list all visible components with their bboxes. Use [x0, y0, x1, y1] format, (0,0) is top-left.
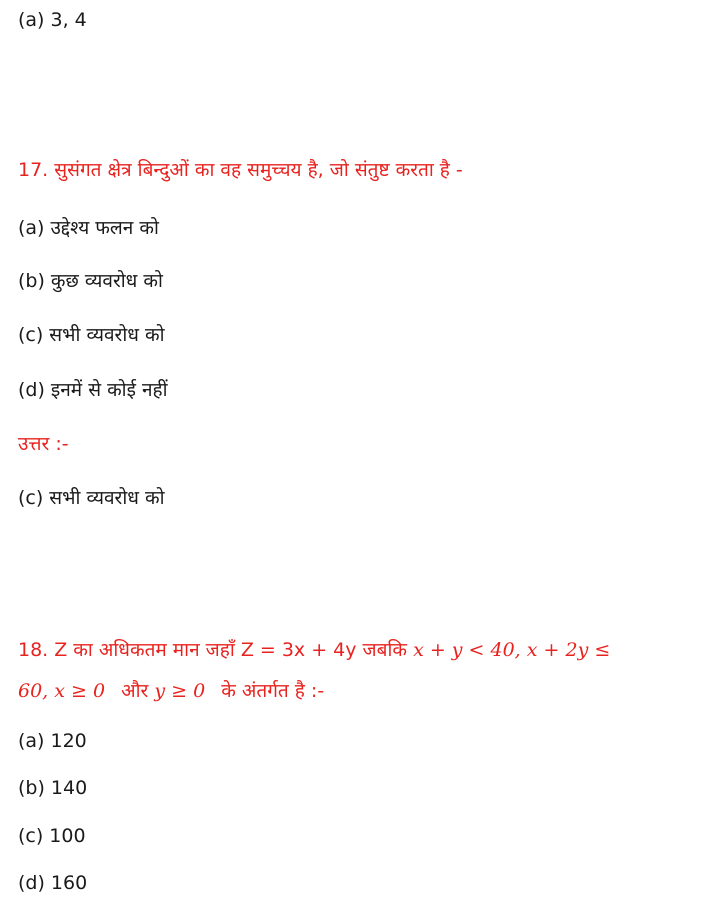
q18-line2-math: 60, x ≥ 0	[18, 680, 106, 702]
q17-answer-label: उत्तर :-	[18, 433, 69, 455]
q18-line2-text2: के अंतर्गत है :-	[221, 680, 325, 702]
q18-option-d: (d) 160	[18, 872, 88, 894]
q18-option-b: (b) 140	[18, 777, 88, 799]
q17-option-d: (d) इनमें से कोई नहीं	[18, 379, 168, 401]
q18-line2-math2: y ≥ 0	[154, 680, 206, 702]
question-18-line-1	[18, 638, 610, 662]
q17-option-a: (a) उद्देश्य फलन को	[18, 217, 159, 239]
question-17: 17. सुसंगत क्षेत्र बिन्दुओं का वह समुच्चय है, जो संतुष्ट करता है -	[18, 159, 463, 181]
question-18-line-2	[18, 679, 324, 703]
q18-line2-text1: और	[121, 680, 149, 702]
q17-answer: (c) सभी व्यवरोध को	[18, 487, 165, 509]
q18-line1-text: 18. Z का अधिकतम मान जहाँ Z = 3x + 4y जबकि	[18, 639, 408, 661]
q17-option-b: (b) कुछ व्यवरोध को	[18, 270, 163, 292]
previous-answer: (a) 3, 4	[18, 9, 87, 31]
q18-option-c: (c) 100	[18, 825, 86, 847]
q17-option-c: (c) सभी व्यवरोध को	[18, 324, 165, 346]
q18-option-a: (a) 120	[18, 730, 87, 752]
q18-line1-math: x + y < 40, x + 2y ≤	[413, 639, 611, 661]
